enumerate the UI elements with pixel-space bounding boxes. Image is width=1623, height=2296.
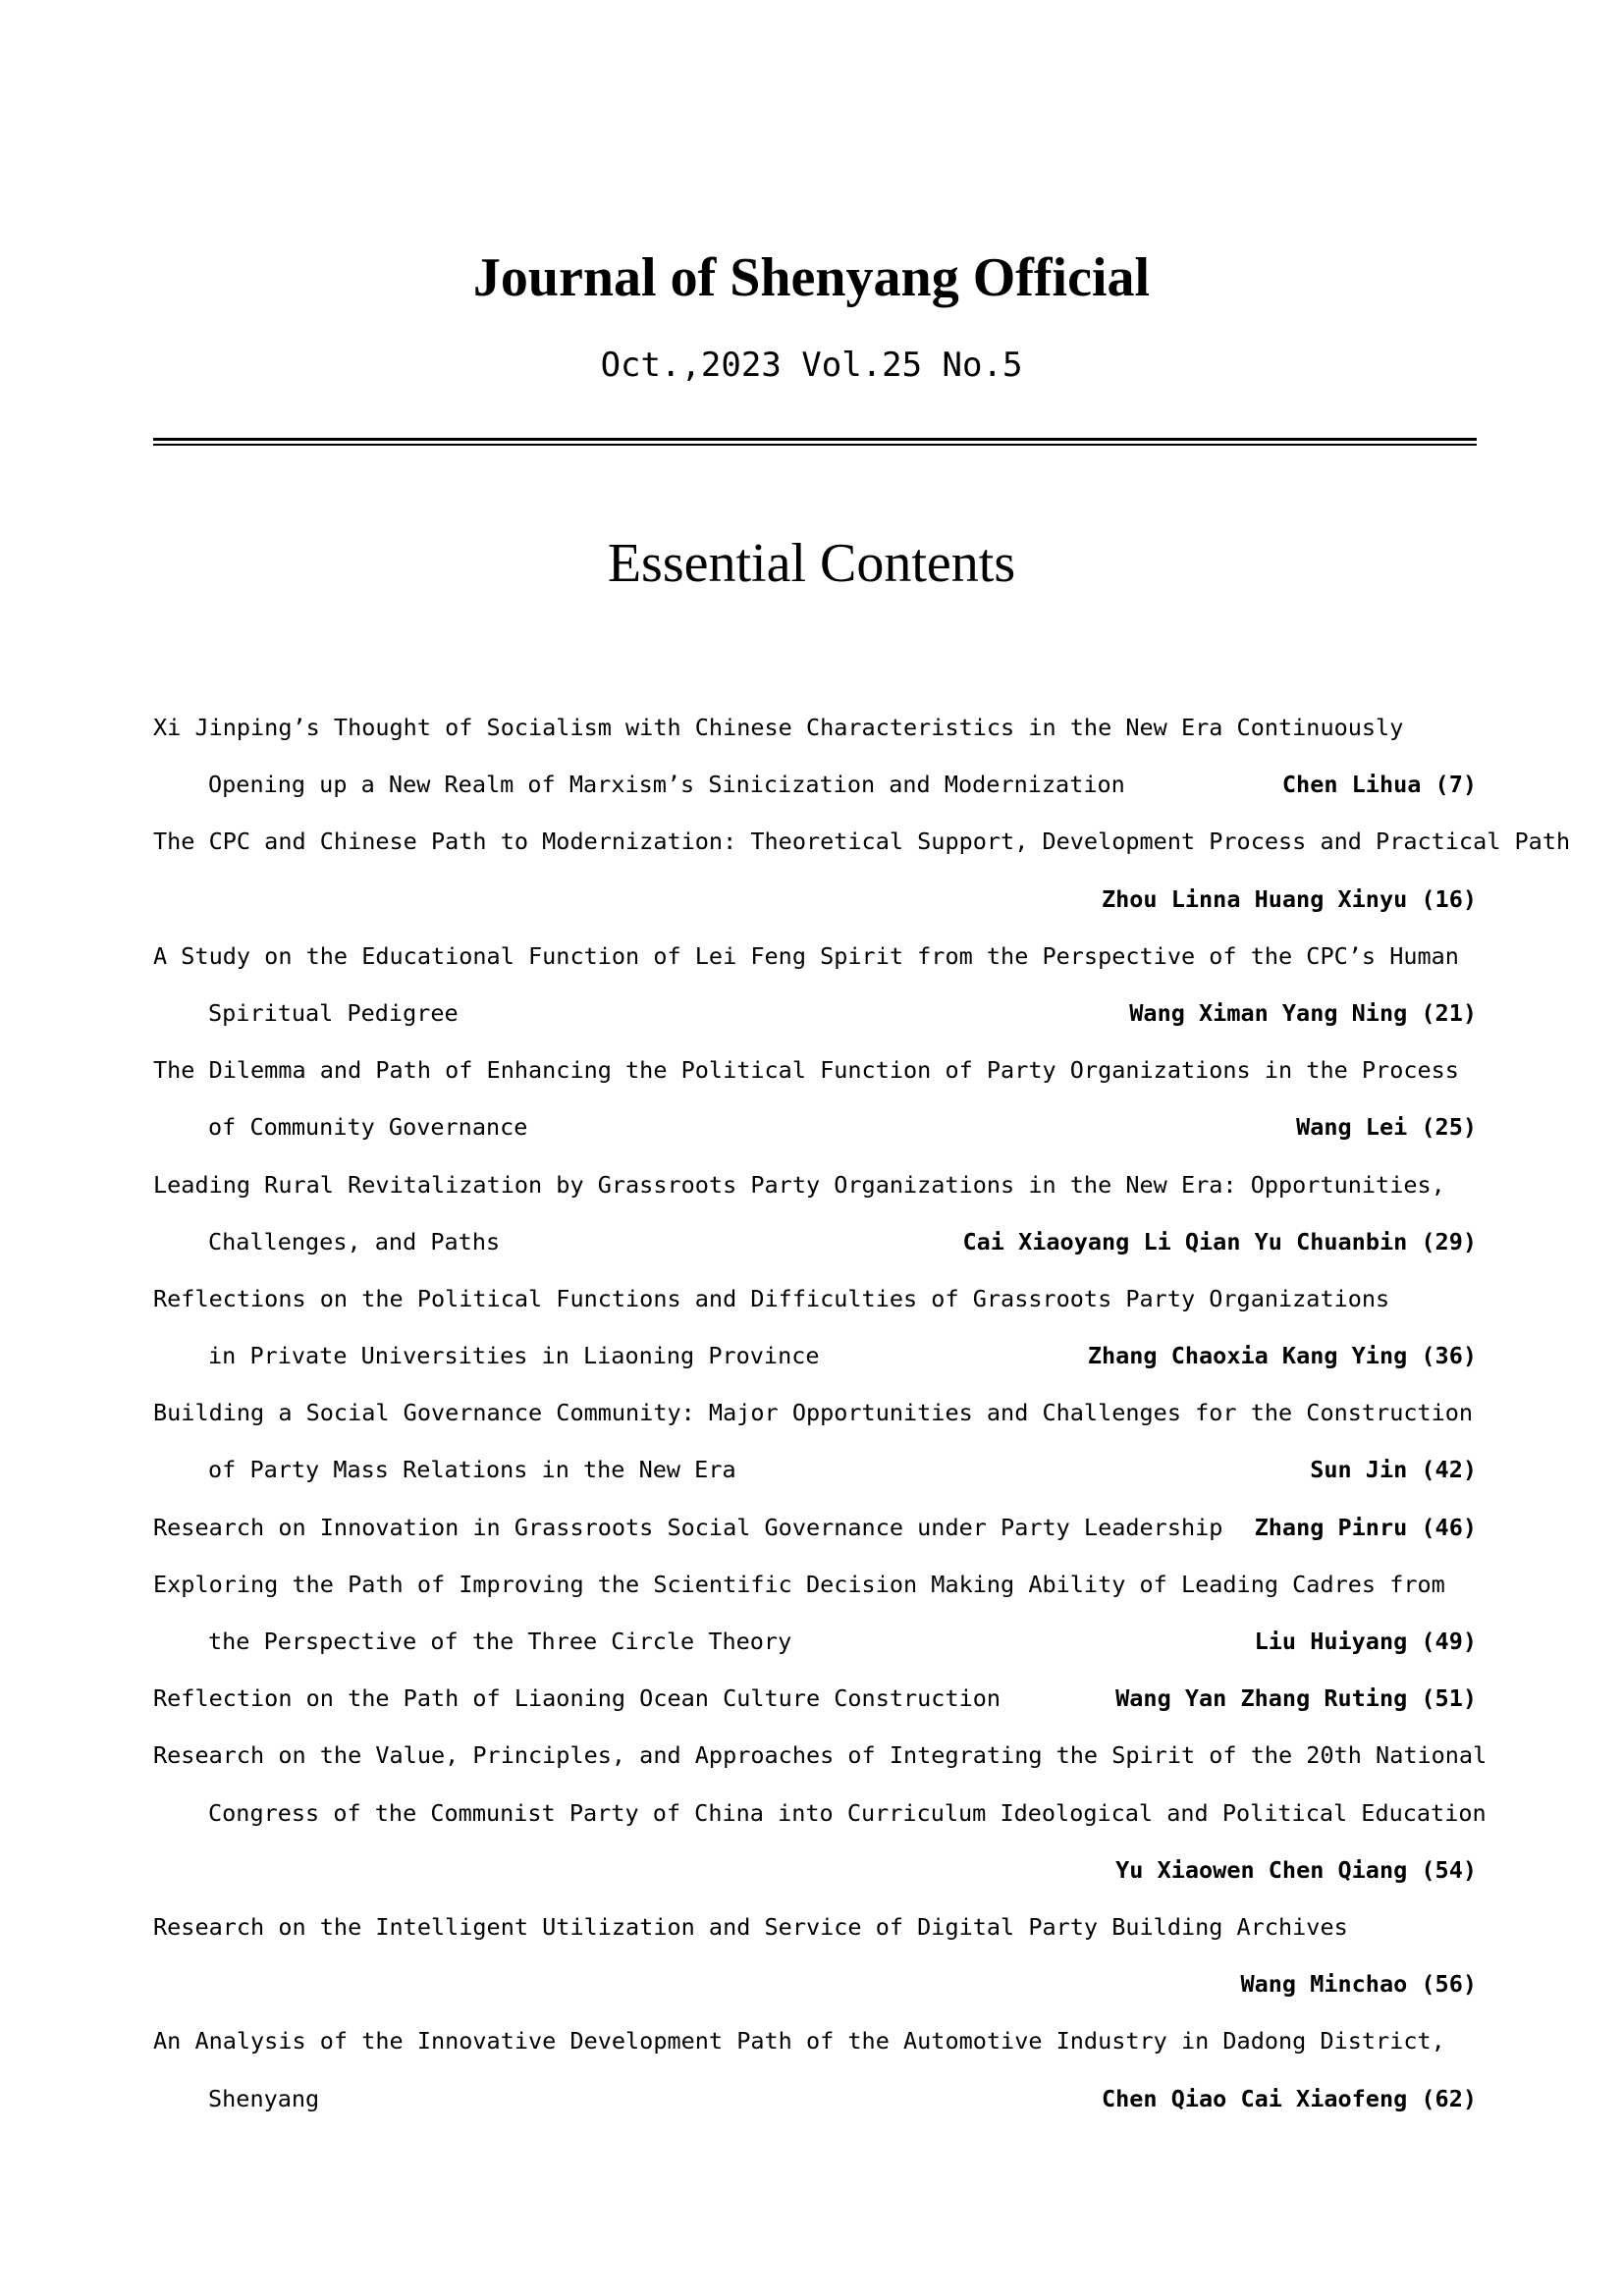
toc-entry-authors: Wang Minchao [1240, 1970, 1422, 1999]
toc-entry-page-number: (54) [1421, 1855, 1477, 1884]
toc-entry-authors: Wang Lei [1296, 1113, 1422, 1142]
issue-info: Oct.,2023 Vol.25 No.5 [600, 346, 1023, 385]
toc-entry-byline [1115, 1670, 1477, 1727]
toc-entry-byline [963, 1213, 1477, 1270]
toc-entry-title-line [153, 756, 1477, 813]
toc-entry-authors: Zhou Linna Huang Xinyu [1101, 884, 1422, 913]
toc-entry-byline [1102, 871, 1477, 928]
toc-entry-title-line [153, 2012, 1477, 2069]
toc-entry-title-text: Opening up a New Realm of Marxism’s Sinicization and Modernization [208, 771, 1125, 799]
toc-entry [153, 1384, 1477, 1498]
toc-entry-title-text: Congress of the Communist Party of China into Curriculum Ideological and Political Education [208, 1798, 1487, 1827]
toc-entry-byline [1129, 985, 1477, 1041]
toc-entry [153, 1670, 1477, 1727]
toc-entry-page-number: (25) [1421, 1113, 1477, 1142]
toc-entry-title-text: The CPC and Chinese Path to Modernization: Theoretical Support, Development Process and Practical Path [153, 828, 1571, 856]
toc-entry-title-text: Reflection on the Path of Liaoning Ocean Culture Construction [153, 1684, 1001, 1713]
journal-title: Journal of Shenyang Official [472, 247, 1151, 308]
toc-entry-byline [1296, 1098, 1477, 1155]
toc-entry-title-text: of Community Governance [208, 1113, 528, 1142]
toc-entry-title-line [153, 1098, 1477, 1155]
toc-entry-byline [1310, 1441, 1477, 1498]
toc-entry-byline [1115, 1842, 1477, 1898]
toc-entry [153, 1499, 1477, 1556]
toc-entry [153, 1727, 1488, 1898]
toc-entry-page-number: (16) [1421, 884, 1477, 913]
toc-entry-page-number: (49) [1421, 1628, 1477, 1655]
toc-entry [153, 813, 1571, 927]
toc-entry-title-line [153, 1270, 1477, 1327]
toc-entry [153, 1270, 1477, 1384]
toc-entry-title-line [153, 1785, 1487, 1842]
toc-entry-page-number: (7) [1434, 771, 1477, 799]
toc-entry-authors: Wang Ximan Yang Ning [1129, 998, 1422, 1027]
toc-entry-page-number: (29) [1421, 1227, 1477, 1255]
toc-entry-title-line [153, 1898, 1477, 1955]
header-rule-top [153, 438, 1477, 441]
toc-entry-page-number: (56) [1421, 1970, 1477, 1999]
toc-entry-title-line [153, 1556, 1477, 1613]
toc-entry-title-line [153, 1727, 1488, 1784]
toc-entry-authors: Sun Jin [1310, 1456, 1422, 1484]
toc-entry-title-text: Shenyang [208, 2084, 320, 2112]
toc-entry [153, 1041, 1477, 1155]
toc-entry-title-line [153, 1441, 1477, 1498]
toc-entry-byline [1240, 1955, 1477, 2012]
toc-entry [153, 699, 1477, 813]
toc-entry-authors: Zhang Chaoxia Kang Ying [1087, 1342, 1422, 1370]
toc-entry-authors: Zhang Pinru [1254, 1513, 1422, 1541]
toc-entry-title-text: Exploring the Path of Improving the Scientific Decision Making Ability of Leading Cadres from [153, 1570, 1445, 1598]
toc-entry-title-text: Spiritual Pedigree [208, 998, 459, 1027]
toc-entry-title-text: A Study on the Educational Function of Lei Feng Spirit from the Perspective of the CPC’s Human [153, 941, 1459, 970]
contents-heading: Essential Contents [607, 533, 1016, 594]
toc-entry-title-line [153, 1041, 1477, 1098]
toc-entry [153, 2012, 1477, 2126]
toc-entry-title-text: Building a Social Governance Community: Major Opportunities and Challenges for the Construction [153, 1399, 1474, 1427]
toc-entry-page-number: (42) [1421, 1456, 1477, 1484]
toc-entry-title-line [153, 699, 1477, 756]
toc-entry-byline [1102, 2070, 1477, 2127]
toc-entry-title-text: Challenges, and Paths [208, 1227, 501, 1255]
toc-entry-title-text: Research on Innovation in Grassroots Social Governance under Party Leadership [153, 1513, 1223, 1541]
table-of-contents [153, 699, 1571, 2127]
toc-entry-authors: Chen Lihua [1281, 771, 1435, 799]
toc-entry-title-line [153, 813, 1571, 870]
toc-entry-authors: Yu Xiaowen Chen Qiang [1115, 1855, 1422, 1884]
toc-entry-authors: Chen Qiao Cai Xiaofeng [1101, 2084, 1422, 2112]
toc-entry-byline [1088, 1327, 1477, 1384]
toc-entry-title-line [153, 928, 1477, 985]
toc-entry-authors: Cai Xiaoyang Li Qian Yu Chuanbin [962, 1227, 1422, 1255]
toc-entry-page-number: (46) [1421, 1513, 1477, 1541]
toc-entry-title-line [153, 1384, 1477, 1441]
toc-entry-page-number: (36) [1421, 1342, 1477, 1370]
toc-entry-authors: Wang Yan Zhang Ruting [1115, 1684, 1422, 1713]
toc-entry-byline [1255, 1499, 1477, 1556]
toc-entry-title-line [153, 1156, 1477, 1213]
toc-entry [153, 928, 1477, 1041]
toc-entry [153, 1556, 1477, 1670]
toc-entry-title-text: The Dilemma and Path of Enhancing the Political Function of Party Organizations in the Process [153, 1056, 1459, 1085]
header-rule-bottom [153, 444, 1477, 446]
toc-entry-page-number: (62) [1421, 2084, 1477, 2112]
toc-entry-page-number: (21) [1421, 998, 1477, 1027]
toc-entry-page-number: (51) [1421, 1684, 1477, 1713]
toc-entry-title-text: Xi Jinping’s Thought of Socialism with Chinese Characteristics in the New Era Continuously [153, 714, 1404, 741]
toc-entry-byline [1255, 1613, 1477, 1670]
toc-entry-title-text: the Perspective of the Three Circle Theory [208, 1628, 792, 1655]
toc-entry-authors: Liu Huiyang [1254, 1628, 1422, 1655]
toc-entry-title-text: Research on the Intelligent Utilization and Service of Digital Party Building Archives [153, 1912, 1348, 1941]
toc-entry [153, 1898, 1477, 2012]
toc-entry-title-text: in Private Universities in Liaoning Province [208, 1342, 820, 1370]
toc-entry-title-text: of Party Mass Relations in the New Era [208, 1456, 736, 1484]
toc-entry [153, 1156, 1477, 1270]
toc-entry-title-text: An Analysis of the Innovative Development Path of the Automotive Industry in Dadong District, [153, 2027, 1445, 2056]
toc-entry-byline [1282, 756, 1477, 813]
toc-entry-title-text: Leading Rural Revitalization by Grassroots Party Organizations in the New Era: Opportunities, [153, 1170, 1445, 1199]
toc-entry-title-text: Reflections on the Political Functions and Difficulties of Grassroots Party Organizations [153, 1284, 1390, 1312]
toc-entry-title-text: Research on the Value, Principles, and Approaches of Integrating the Spirit of the 20th National [153, 1741, 1488, 1770]
